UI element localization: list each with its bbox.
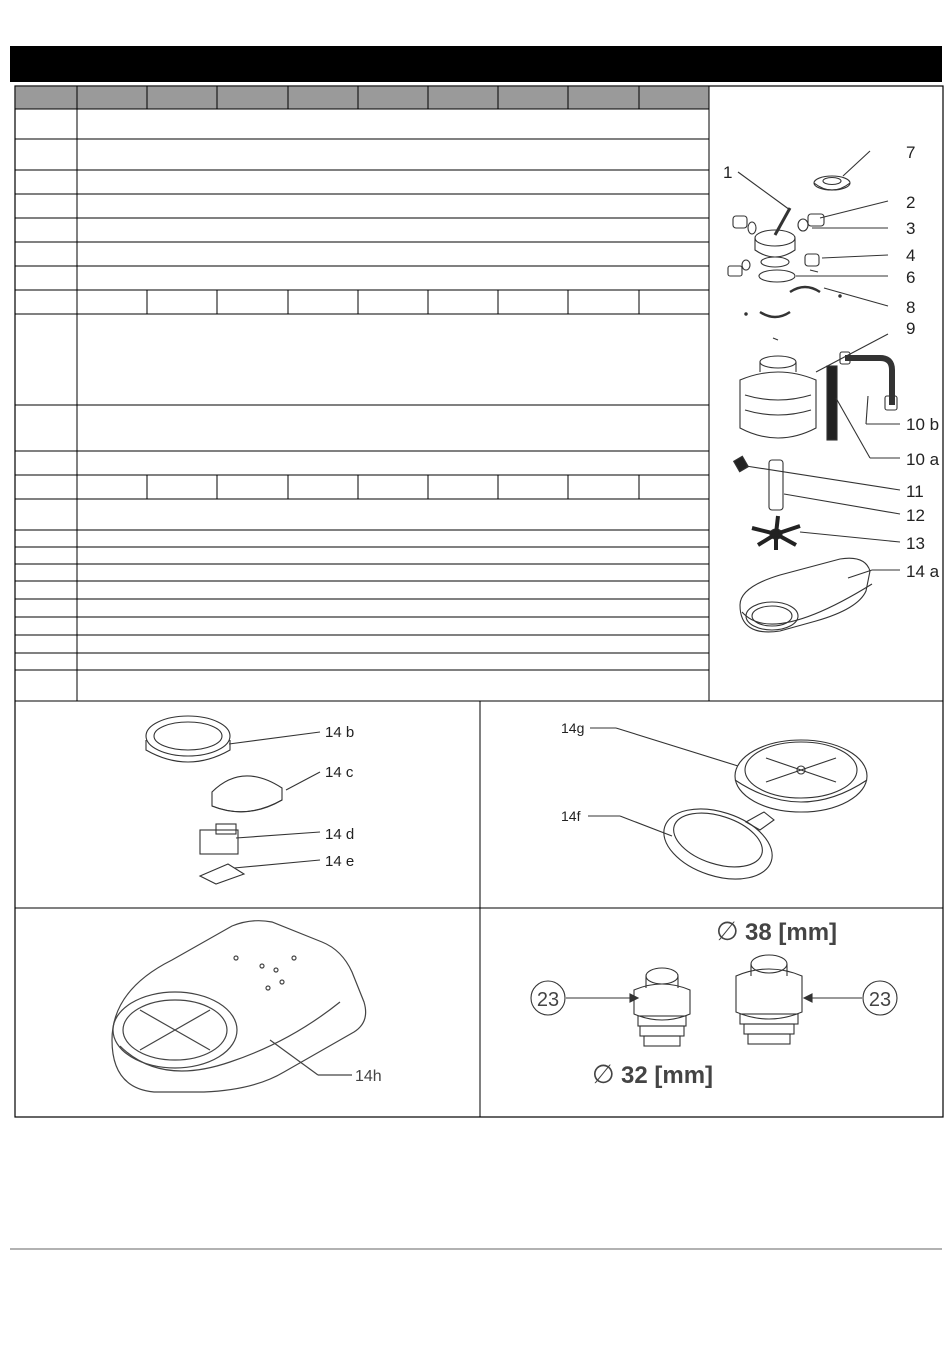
table-body <box>15 86 943 701</box>
callout-3: 3 <box>906 219 916 238</box>
callout-12: 12 <box>906 506 925 525</box>
callout-23-right: 23 <box>868 989 892 1011</box>
panel-23-labels <box>537 916 891 1089</box>
exploded-view-labels <box>723 143 940 581</box>
lower-panels-grid <box>15 701 943 1117</box>
callout-14f: 14f <box>561 808 581 824</box>
table-frame <box>15 86 943 1117</box>
callout-14h: 14h <box>355 1068 382 1085</box>
callout-8: 8 <box>906 298 916 317</box>
table-header-row <box>15 86 709 109</box>
callout-14c: 14 c <box>325 764 354 781</box>
panel-14h-drawing <box>112 921 366 1092</box>
callout-14d: 14 d <box>325 826 355 843</box>
panel-14f-14g-drawing <box>588 728 867 892</box>
callout-14g: 14g <box>561 720 585 736</box>
dimension-32mm: 32 [mm] <box>621 1062 714 1089</box>
callout-13: 13 <box>906 534 925 553</box>
callout-2: 2 <box>906 193 916 212</box>
callout-4: 4 <box>906 246 916 265</box>
panel-14f-14g-labels <box>561 720 584 824</box>
panel-14b-14e-labels <box>325 724 354 870</box>
panel-14b-14e-drawing <box>146 716 320 884</box>
callout-6: 6 <box>906 268 916 287</box>
callout-11: 11 <box>906 482 924 501</box>
exploded-view <box>728 151 900 632</box>
panel-14h-labels <box>355 1068 382 1085</box>
callout-10a: 10 a <box>906 450 940 469</box>
callout-7: 7 <box>906 143 916 162</box>
diameter-symbol-large: ∅ <box>716 916 739 946</box>
panel-23-drawing <box>531 955 897 1046</box>
callout-1: 1 <box>723 163 733 182</box>
callout-14e: 14 e <box>325 853 355 870</box>
callout-9: 9 <box>906 319 916 338</box>
dimension-38mm: 38 [mm] <box>745 919 838 946</box>
callout-10b: 10 b <box>906 415 940 434</box>
diameter-symbol-small: ∅ <box>592 1059 615 1089</box>
callout-14b: 14 b <box>325 724 355 741</box>
callout-14a: 14 a <box>906 562 940 581</box>
callout-23-left: 23 <box>536 989 560 1011</box>
